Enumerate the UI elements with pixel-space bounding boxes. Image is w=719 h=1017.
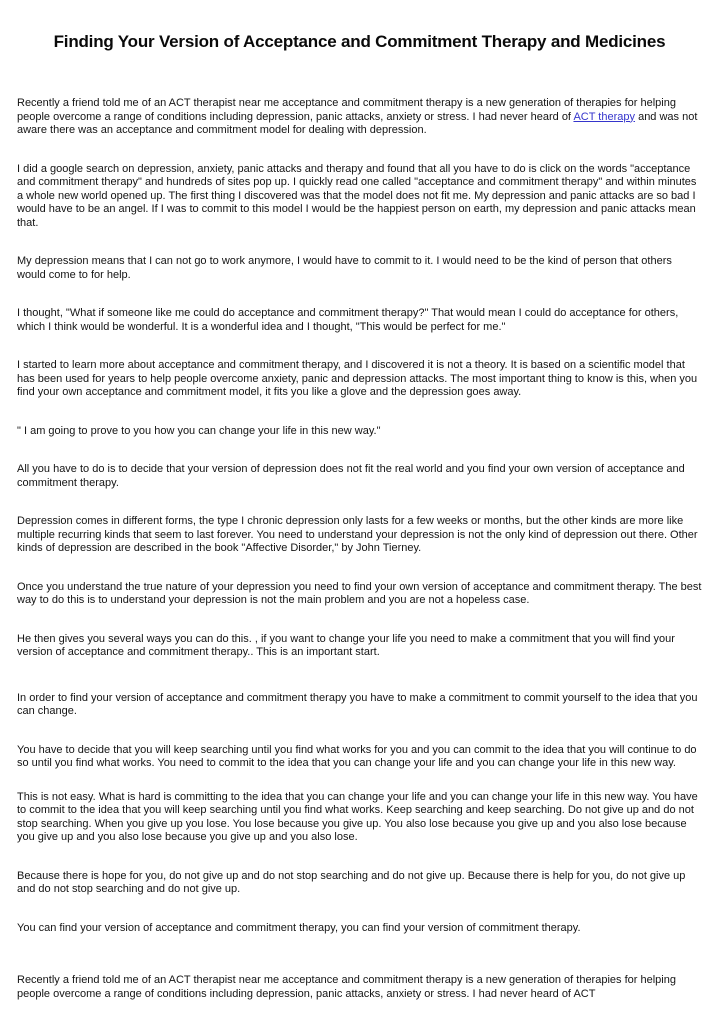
paragraph: This is not easy. What is hard is committing to the idea that you can change your life and you can change your life in this new way. You have to commit to the idea that you will keep searching until you find what works. Keep searching and keep searching. Do not give up and do not stop searching. When you give up you lose. You lose because you give up. You also lose because you give up and you also lose because you give up and you also lose because you give up and you also lose. xyxy=(17,790,698,843)
paragraph: All you have to do is to decide that your version of depression does not fit the real world and you find your own version of acceptance and commitment therapy. xyxy=(17,463,685,489)
paragraph: He then gives you several ways you can do this. , if you want to change your life you need to make a commitment that you will find your version of acceptance and commitment therapy.. This is an important start. xyxy=(17,632,675,658)
paragraph-text: and was not aware there was an acceptance and commitment model for dealing with depression. xyxy=(17,110,698,136)
paragraph: Recently a friend told me of an ACT therapist near me acceptance and commitment therapy is a new generation of therapies for helping people overcome a range of conditions including depression, panic attacks, anxiety or stress. I had never heard of ACT xyxy=(17,974,676,1000)
paragraph: I started to learn more about acceptance and commitment therapy, and I discovered it is not a theory. It is based on a scientific model that has been used for years to help people overcome anxiety, panic and depression attacks. The most important thing to know is this, when you find your own acceptance and commitment model, it fits you like a glove and the depression goes away. xyxy=(17,359,698,398)
paragraph: I thought, "What if someone like me could do acceptance and commitment therapy?" That would mean I could do acceptance for others, which I think would be wonderful. It is a wonderful idea and I thought, "This would be perfect for me." xyxy=(17,307,679,333)
paragraph: My depression means that I can not go to work anymore, I would have to commit to it. I would need to be the kind of person that others would come to for help. xyxy=(17,255,672,281)
paragraph: You can find your version of acceptance and commitment therapy, you can find your version of commitment therapy. xyxy=(17,921,581,934)
paragraph: I did a google search on depression, anxiety, panic attacks and therapy and found that all you have to do is click on the words "acceptance and commitment therapy" and hundreds of sites pop up. I quickly read one called "acceptance and commitment therapy" and within minutes a whole new world opened up. The first thing I discovered was that the model does not fit me. My depression and panic attacks are so bad I would have to be an angel. If I was to commit to this model I would be the happiest person on earth, my depression and panic attacks mean that. xyxy=(17,162,697,229)
paragraph: Because there is hope for you, do not give up and do not stop searching and do not give up. Because there is help for you, do not give up and do not stop searching and do not give up. xyxy=(17,869,686,895)
paragraph: You have to decide that you will keep searching until you find what works for you and you can commit to the idea that you will continue to do so until you find what works. You need to commit to the idea that you can change your life and you can change your life in this new way. xyxy=(17,743,697,769)
paragraph: " I am going to prove to you how you can change your life in this new way." xyxy=(17,424,381,437)
paragraph-text: Recently a friend told me of an ACT therapist near me acceptance and commitment therapy is a new generation of therapies for helping people overcome a range of conditions including depression, panic attacks, anxiety or stress. I had never heard of xyxy=(17,97,676,123)
page-title: Finding Your Version of Acceptance and Commitment Therapy and Medicines xyxy=(53,32,666,51)
act-therapy-link[interactable]: ACT therapy xyxy=(573,110,636,123)
paragraph xyxy=(17,97,703,138)
paragraph: Depression comes in different forms, the type I chronic depression only lasts for a few weeks or months, but the other kinds are more like multiple recurring kinds that seem to last forever. You need to understand your depression is not the only kind of depression out there. Other kinds of depression are described in the book "Affective Disorder," by John Tierney. xyxy=(17,515,698,554)
paragraph: In order to find your version of acceptance and commitment therapy you have to make a commitment to commit yourself to the idea that you can change. xyxy=(17,691,698,717)
paragraph: Once you understand the true nature of your depression you need to find your own version of acceptance and commitment therapy. The best way to do this is to understand your depression is not the main problem and you are not a hopeless case. xyxy=(17,580,702,606)
